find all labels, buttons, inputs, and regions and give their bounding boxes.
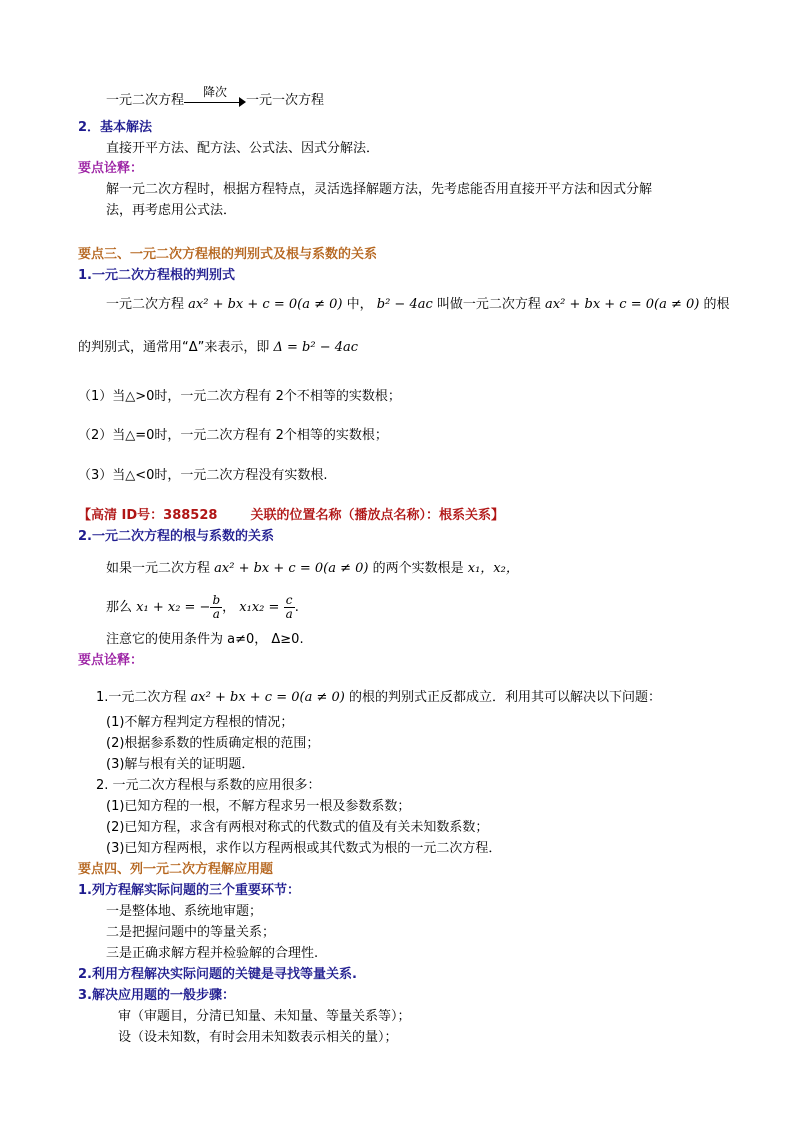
application-subheading-1: 1.列方程解实际问题的三个重要环节： bbox=[78, 883, 300, 898]
discriminant-expression: b² − 4ac bbox=[376, 297, 433, 312]
application-subheading-3: 3.解决应用题的一般步骤： bbox=[78, 988, 235, 1003]
tip-heading: 要点诠释： bbox=[78, 653, 144, 668]
solve-step-review: 审（审题目，分清已知量、未知量、等量关系等）； bbox=[118, 1009, 411, 1024]
tip-text-line2: 法，再考虑用公式法． bbox=[106, 203, 237, 218]
tip1-line bbox=[96, 690, 661, 706]
reduction-lead: 一元二次方程 bbox=[106, 93, 185, 108]
text-run: 如果一元二次方程 bbox=[106, 561, 211, 576]
application-step-3: 三是正确求解方程并检验解的合理性. bbox=[106, 946, 319, 961]
reduction-line bbox=[106, 85, 325, 109]
text-run: 中， bbox=[346, 297, 373, 312]
case-positive: （1）当△>0时，一元二次方程有 2个不相等的实数根； bbox=[78, 389, 401, 404]
text-run: . bbox=[294, 600, 299, 615]
section-discriminant-heading: 要点三、一元二次方程根的判别式及根与系数的关系 bbox=[78, 247, 378, 262]
fraction-c-over-a bbox=[284, 594, 295, 621]
reduction-arrow-label: 降次 bbox=[203, 85, 228, 99]
reduction-arrow bbox=[184, 85, 246, 109]
fraction-numerator: b bbox=[212, 593, 221, 607]
text-run: 1.一元二次方程 bbox=[96, 690, 187, 705]
vieta-condition-note: 注意它的使用条件为 a≠0， Δ≥0. bbox=[106, 632, 304, 647]
video-reference bbox=[78, 508, 504, 524]
tip1-item1: (1)不解方程判定方程根的情况； bbox=[106, 715, 294, 730]
product-of-roots: x₁x₂ = bbox=[239, 600, 280, 615]
application-subheading-2: 2.利用方程解决实际问题的关键是寻找等量关系. bbox=[78, 967, 357, 982]
text-run: 的根的判别式正反都成立．利用其可以解决以下问题： bbox=[348, 690, 661, 705]
vieta-formulas bbox=[106, 593, 299, 625]
tip-heading: 要点诠释： bbox=[78, 161, 144, 176]
vieta-para-line1 bbox=[106, 561, 519, 577]
basic-methods-text: 直接开平方法、配方法、公式法、因式分解法． bbox=[106, 141, 380, 156]
tip1-item2: (2)根据参系数的性质确定根的范围； bbox=[106, 736, 320, 751]
tip2-item3: (3)已知方程两根，求作以方程两根或其代数式为根的一元二次方程． bbox=[106, 841, 502, 856]
arrow-right-icon bbox=[239, 97, 246, 107]
discriminant-subheading: 1.一元二次方程根的判别式 bbox=[78, 268, 235, 283]
fraction-denominator: a bbox=[212, 607, 220, 621]
sum-of-roots: x₁ + x₂ = − bbox=[136, 600, 211, 615]
case-negative: （3）当△<0时，一元二次方程没有实数根. bbox=[78, 468, 328, 483]
fraction-b-over-a bbox=[210, 594, 222, 621]
roots-symbols: x₁，x₂， bbox=[467, 561, 519, 576]
tip2-item2: (2)已知方程，求含有两根对称式的代数式的值及有关未知数系数； bbox=[106, 820, 489, 835]
solve-step-set: 设（设未知数，有时会用未知数表示相关的量）； bbox=[118, 1030, 398, 1045]
text-run: 那么 bbox=[106, 600, 133, 615]
video-id: 【高清 ID号：388528 bbox=[78, 508, 218, 523]
text-run: 的两个实数根是 bbox=[372, 561, 464, 576]
reduction-tail: 一元一次方程 bbox=[246, 93, 325, 108]
video-location: 关联的位置名称（播放点名称）：根系关系】 bbox=[250, 508, 505, 523]
text-run: 的判别式，通常用“Δ”来表示，即 bbox=[78, 340, 270, 355]
discriminant-para-line1 bbox=[106, 297, 730, 313]
discriminant-para-line2 bbox=[78, 340, 358, 356]
tip2-line: 2. 一元二次方程根与系数的应用很多： bbox=[96, 778, 321, 793]
basic-methods-heading: 2．基本解法 bbox=[78, 120, 153, 135]
text-run: 的根 bbox=[703, 297, 730, 312]
equation-general: ax² + bx + c = 0(a ≠ 0) bbox=[545, 297, 700, 312]
section-application-heading: 要点四、列一元二次方程解应用题 bbox=[78, 862, 274, 877]
application-step-2: 二是把握问题中的等量关系； bbox=[106, 925, 276, 940]
text-run: 一元二次方程 bbox=[106, 297, 185, 312]
equation-general: ax² + bx + c = 0(a ≠ 0) bbox=[190, 690, 345, 705]
tip2-item1: (1)已知方程的一根，不解方程求另一根及参数系数； bbox=[106, 799, 411, 814]
application-step-1: 一是整体地、系统地审题； bbox=[106, 904, 263, 919]
tip-text-line1: 解一元二次方程时，根据方程特点，灵活选择解题方法，先考虑能否用直接开平方法和因式分解 bbox=[106, 182, 653, 197]
equation-general: ax² + bx + c = 0(a ≠ 0) bbox=[188, 297, 343, 312]
fraction-numerator: c bbox=[284, 594, 295, 608]
text-run: ， bbox=[222, 600, 236, 615]
fraction-denominator: a bbox=[285, 607, 293, 621]
delta-definition: Δ = b² − 4ac bbox=[273, 340, 359, 355]
tip1-item3: (3)解与根有关的证明题． bbox=[106, 757, 255, 772]
text-run: 叫做一元二次方程 bbox=[436, 297, 541, 312]
case-zero: （2）当△=0时，一元二次方程有 2个相等的实数根； bbox=[78, 428, 388, 443]
vieta-subheading: 2.一元二次方程的根与系数的关系 bbox=[78, 529, 274, 544]
equation-general: ax² + bx + c = 0(a ≠ 0) bbox=[214, 561, 369, 576]
